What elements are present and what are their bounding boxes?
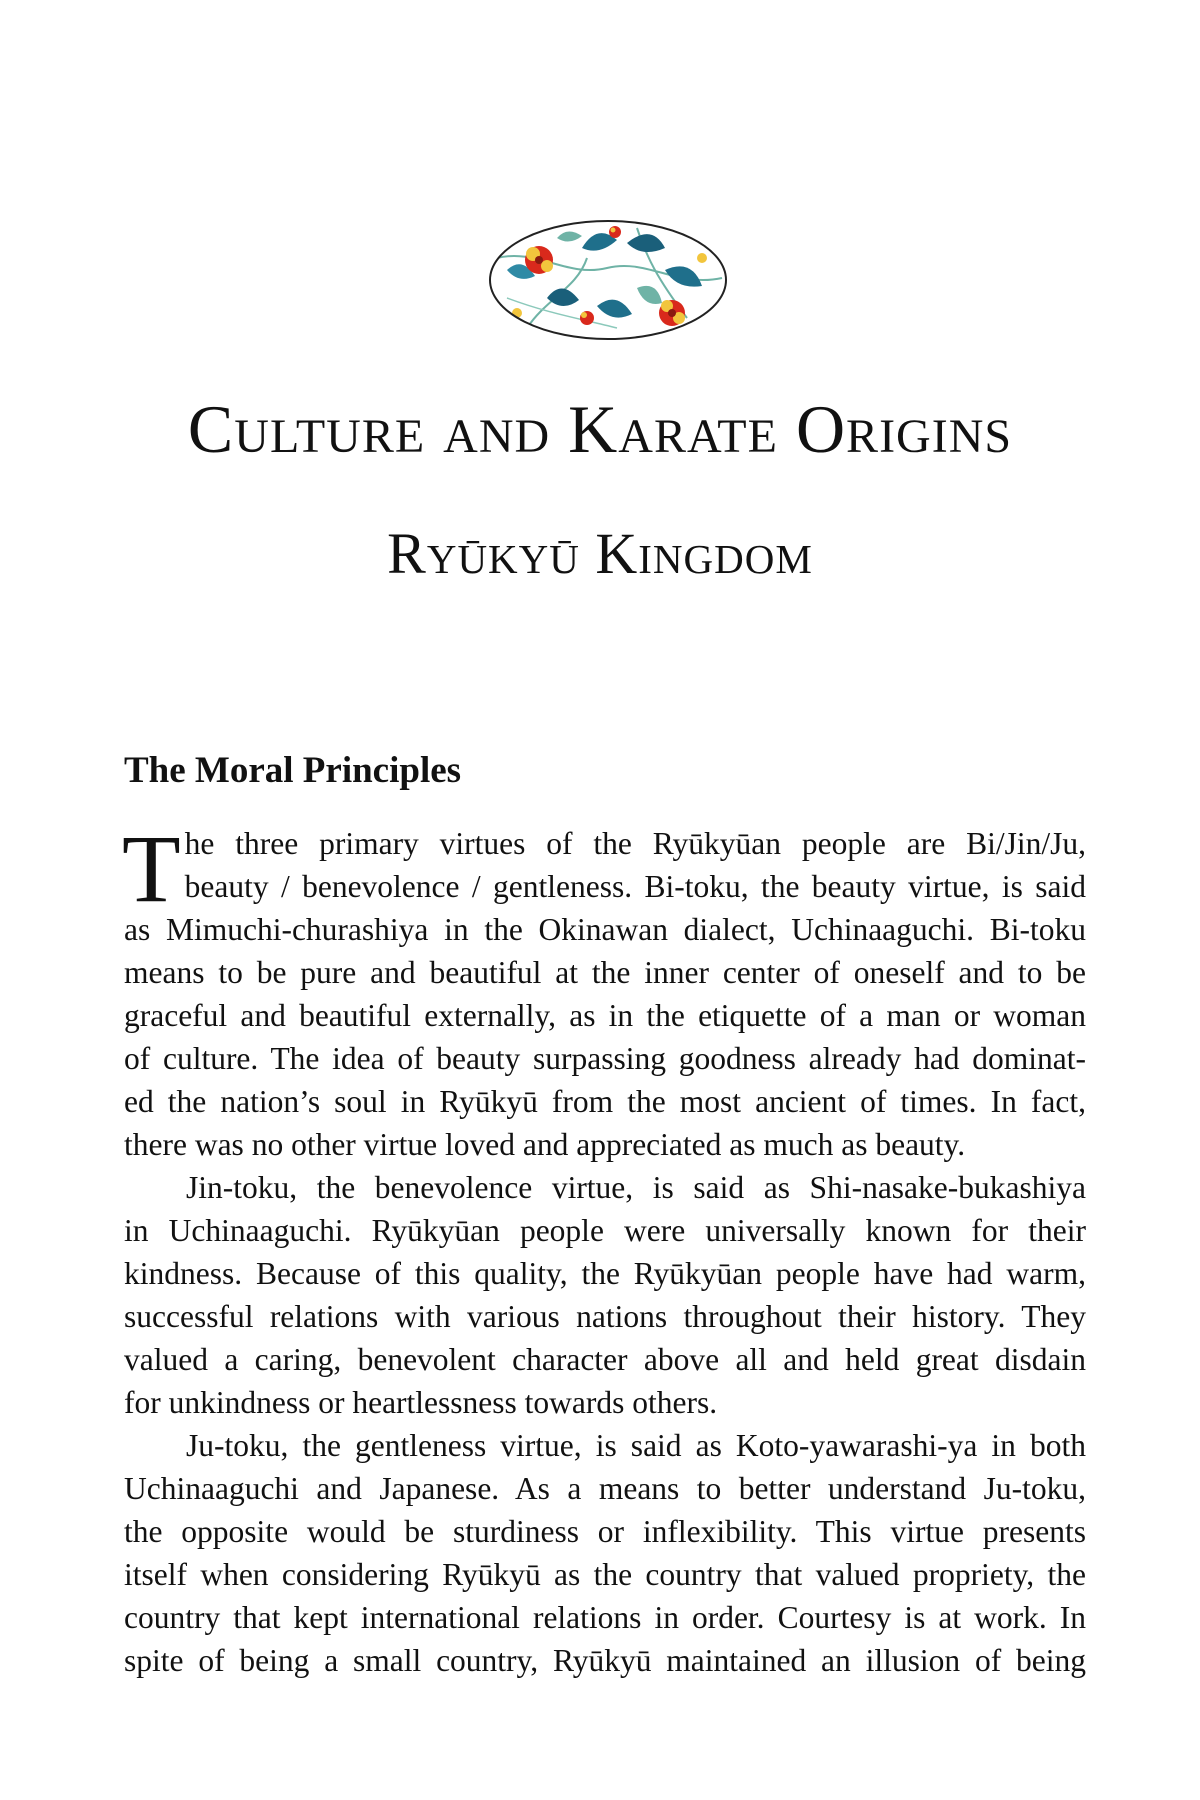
- text-line: itself when considering Ryūkyū as the country that valued propriety, the: [124, 1557, 1086, 1592]
- text-line: for unkindness or heartlessness towards others.: [124, 1385, 718, 1420]
- text-line: successful relations with various nations throughout their history. They: [124, 1299, 1086, 1334]
- section-heading: The Moral Principles: [124, 750, 462, 791]
- drop-cap: T: [122, 815, 181, 922]
- text-line: ed the nation’s soul in Ryūkyū from the most ancient of times. In fact,: [124, 1084, 1086, 1119]
- text-line: means to be pure and beautiful at the inner center of oneself and to be: [124, 955, 1086, 990]
- chapter-title: Culture and Karate Origins: [187, 391, 1013, 467]
- floral-oval-emblem: [487, 218, 729, 342]
- body-text: [122, 815, 1086, 1682]
- text-line: in Uchinaaguchi. Ryūkyūan people were universally known for their: [124, 1213, 1086, 1248]
- paragraph-beauty: [122, 815, 1086, 1166]
- text-line: valued a caring, benevolent character above all and held great disdain: [124, 1342, 1086, 1377]
- chapter-subtitle: Ryūkyū Kingdom: [387, 521, 813, 586]
- text-line: as Mimuchi-churashiya in the Okinawan dialect, Uchinaaguchi. Bi-toku: [124, 912, 1086, 947]
- text-line: graceful and beautiful externally, as in the etiquette of a man or woman: [124, 998, 1086, 1033]
- paragraph-gentleness: [124, 1424, 1086, 1682]
- text-line: country that kept international relations in order. Courtesy is at work. In: [124, 1600, 1086, 1635]
- text-line: the opposite would be sturdiness or inflexibility. This virtue presents: [124, 1514, 1086, 1549]
- text-line: of culture. The idea of beauty surpassing goodness already had dominat-: [124, 1041, 1086, 1076]
- text-line: spite of being a small country, Ryūkyū maintained an illusion of being: [124, 1643, 1086, 1678]
- text-line: beauty / benevolence / gentleness. Bi-toku, the beauty virtue, is said: [184, 869, 1086, 904]
- text-line: he three primary virtues of the Ryūkyūan people are Bi/Jin/Ju,: [184, 826, 1086, 861]
- paragraph-benevolence: [124, 1166, 1086, 1424]
- text-line: kindness. Because of this quality, the Ryūkyūan people have had warm,: [124, 1256, 1086, 1291]
- text-line: there was no other virtue loved and appreciated as much as beauty.: [124, 1127, 966, 1162]
- text-line: Uchinaaguchi and Japanese. As a means to better understand Ju-toku,: [124, 1471, 1086, 1506]
- text-line: Jin-toku, the benevolence virtue, is said as Shi-nasake-bukashiya: [186, 1170, 1086, 1205]
- text-line: Ju-toku, the gentleness virtue, is said as Koto-yawarashi-ya in both: [186, 1428, 1086, 1463]
